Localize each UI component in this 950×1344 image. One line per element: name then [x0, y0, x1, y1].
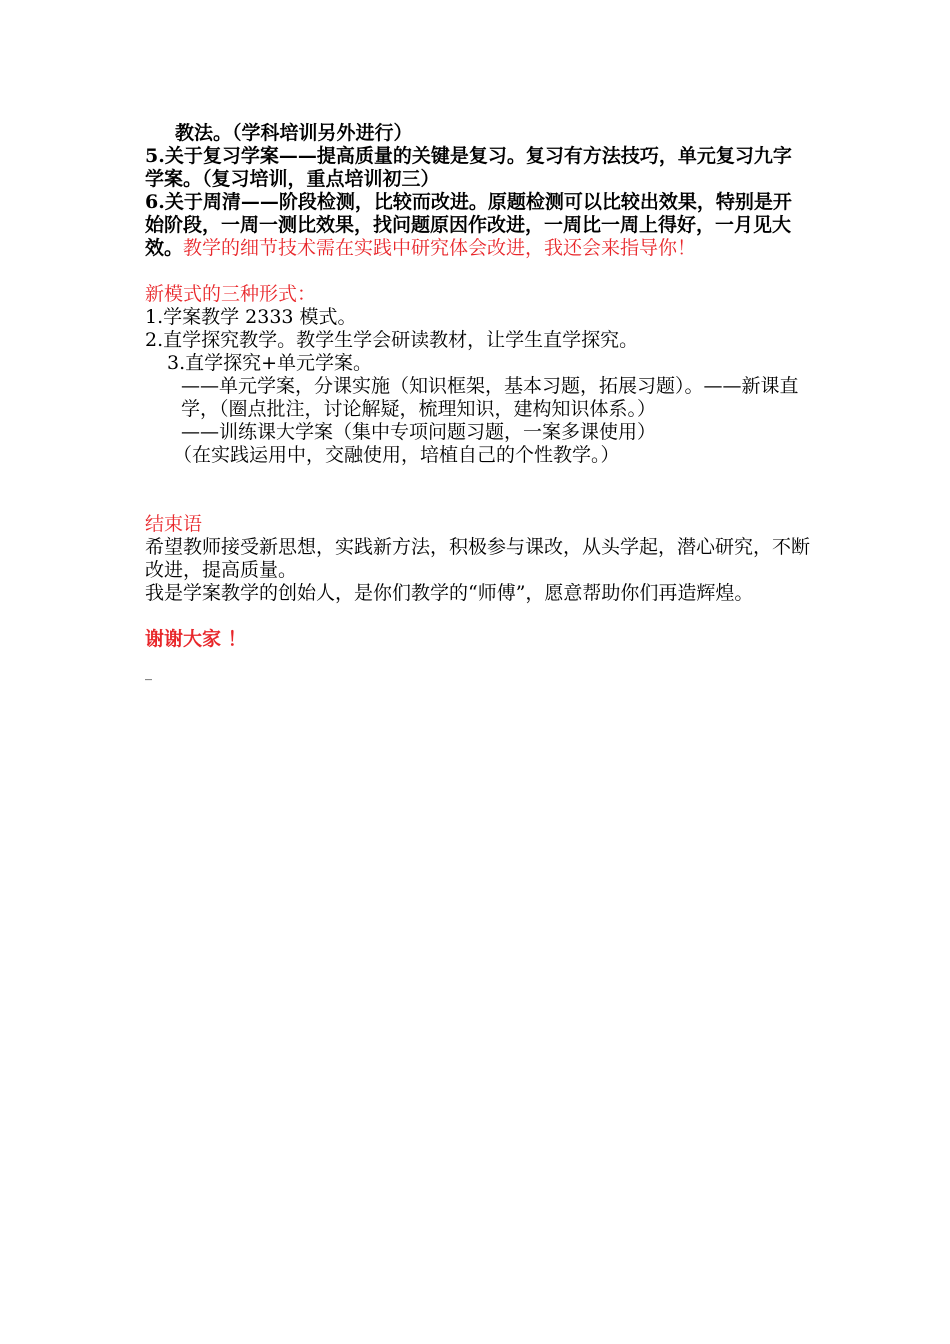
mode-sub-item-1: ——单元学案，分课实施（知识框架，基本习题，拓展习题）。——新课直学，（圈点批注，讨论解疑，梳理知识，建构知识体系。） — [181, 375, 799, 420]
closing-paragraph-1: 希望教师接受新思想，实践新方法，积极参与课改，从头学起，潜心研究，不断改进，提高质量。 — [145, 536, 811, 581]
spacer — [145, 605, 810, 628]
thanks-line: 谢谢大家 ！ — [145, 628, 247, 650]
closing-heading: 结束语 — [145, 513, 203, 535]
spacer — [145, 651, 810, 663]
item-6-red-text: 教学的细节技术需在实践中研究体会改进，我还会来指导你！ — [183, 237, 697, 259]
mode-item-1: 1.学案教学 2333 模式。 — [145, 306, 357, 328]
mode-item-2: 2.直学探究教学。教学生学会研读教材，让学生直学探究。 — [145, 329, 639, 351]
closing-paragraph-2: 我是学案教学的创始人，是你们教学的“师傅”，愿意帮助你们再造辉煌。 — [145, 582, 754, 604]
intro-line: 教法。（学科培训另外进行） — [175, 122, 413, 144]
mode-item-3: 3.直学探究+单元学案。 — [167, 352, 373, 374]
item-5-review-plan: 5.关于复习学案——提高质量的关键是复习。复习有方法技巧，单元复习九字学案。（复习培训，重点培训初三） — [145, 145, 792, 190]
spacer — [145, 467, 810, 513]
spacer — [145, 260, 810, 283]
document-page — [145, 122, 810, 683]
item-6-weekly-check — [145, 191, 810, 260]
mode-note: （在实践运用中，交融使用，培植自己的个性教学。） — [173, 444, 620, 466]
trailing-mark: _ — [145, 665, 152, 681]
item-6-black-text: 6.关于周清——阶段检测，比较而改进。原题检测可以比较出效果，特别是开始阶段，一周一测比效果，找问题原因作改进，一周比一周上得好，一月见大效。 — [145, 191, 792, 259]
modes-heading: 新模式的三种形式： — [145, 283, 317, 305]
mode-sub-item-2: ——训练课大学案（集中专项问题习题，一案多课使用） — [181, 421, 657, 443]
